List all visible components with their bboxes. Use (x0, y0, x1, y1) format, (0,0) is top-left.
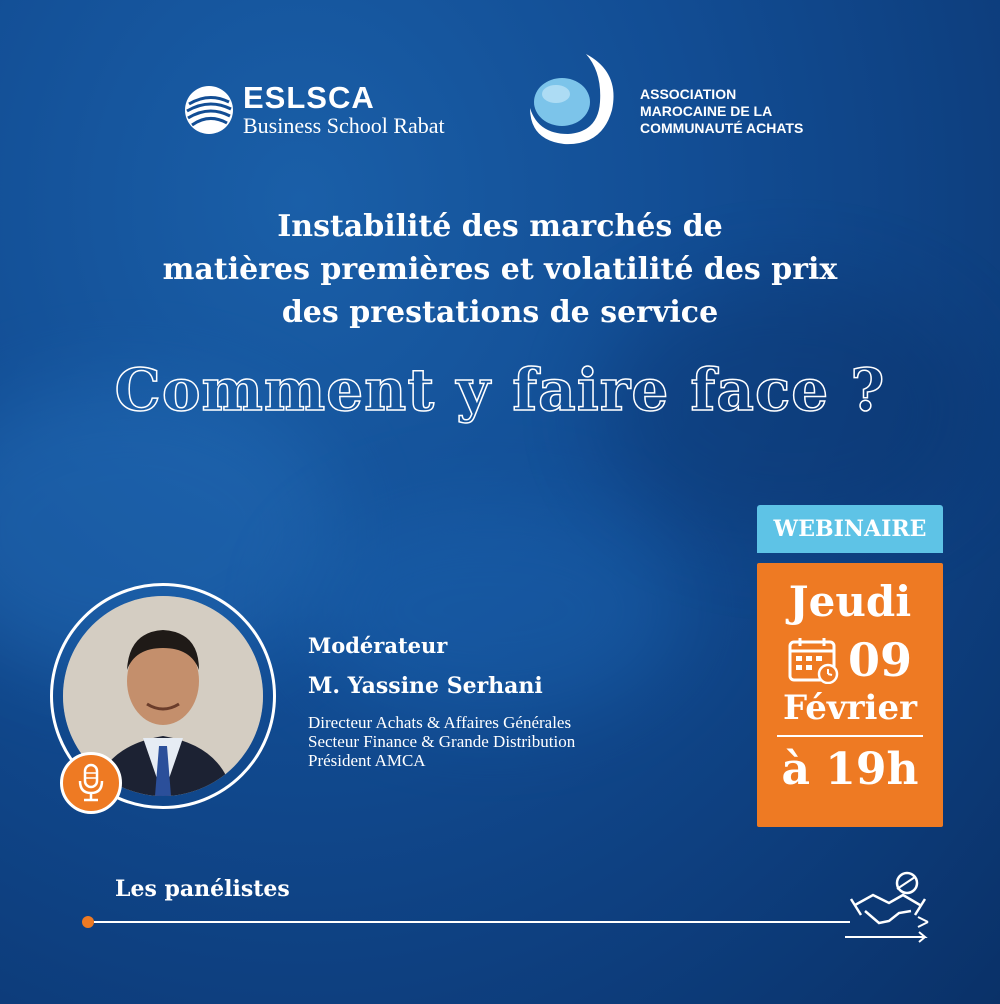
moderator-title-1: Directeur Achats & Affaires Générales (308, 713, 572, 732)
event-title (40, 205, 960, 334)
title-line-3: des prestations de service (281, 295, 719, 330)
moderator-title-3: Président AMCA (308, 751, 426, 770)
moderator-role: Modérateur (308, 633, 448, 658)
event-time: à 19h (781, 744, 919, 795)
amca-mark-icon (528, 50, 620, 150)
webinar-tag: WEBINAIRE (757, 505, 943, 553)
panelists-label: Les panélistes (115, 876, 290, 902)
amca-line-1: ASSOCIATION (640, 85, 737, 102)
event-day: Jeudi (788, 577, 912, 626)
handshake-icon (845, 865, 930, 945)
calendar-icon (788, 636, 840, 684)
title-line-1: Instabilité des marchés de (277, 209, 723, 244)
panelists-timeline (80, 912, 940, 932)
eslsca-mark-icon (183, 84, 235, 136)
event-question: Comment y faire face ? (114, 356, 886, 424)
eslsca-name: ESLSCA (243, 80, 375, 115)
eslsca-logo (183, 82, 445, 138)
moderator-name: M. Yassine Serhani (308, 673, 543, 699)
event-month: Février (782, 688, 918, 728)
microphone-badge (60, 752, 122, 814)
microphone-icon (76, 763, 106, 803)
moderator-titles (308, 713, 575, 770)
event-date: 09 (847, 633, 912, 687)
title-line-2: matières premières et volatilité des prix (162, 252, 838, 287)
moderator-title-2: Secteur Finance & Grande Distribution (308, 732, 576, 751)
eslsca-subtitle: Business School Rabat (243, 113, 445, 138)
amca-line-2: MAROCAINE DE LA (640, 102, 773, 119)
date-divider (777, 735, 923, 737)
amca-line-3: COMMUNAUTÉ ACHATS (640, 119, 804, 136)
amca-logo (528, 50, 803, 150)
date-card (757, 563, 943, 827)
